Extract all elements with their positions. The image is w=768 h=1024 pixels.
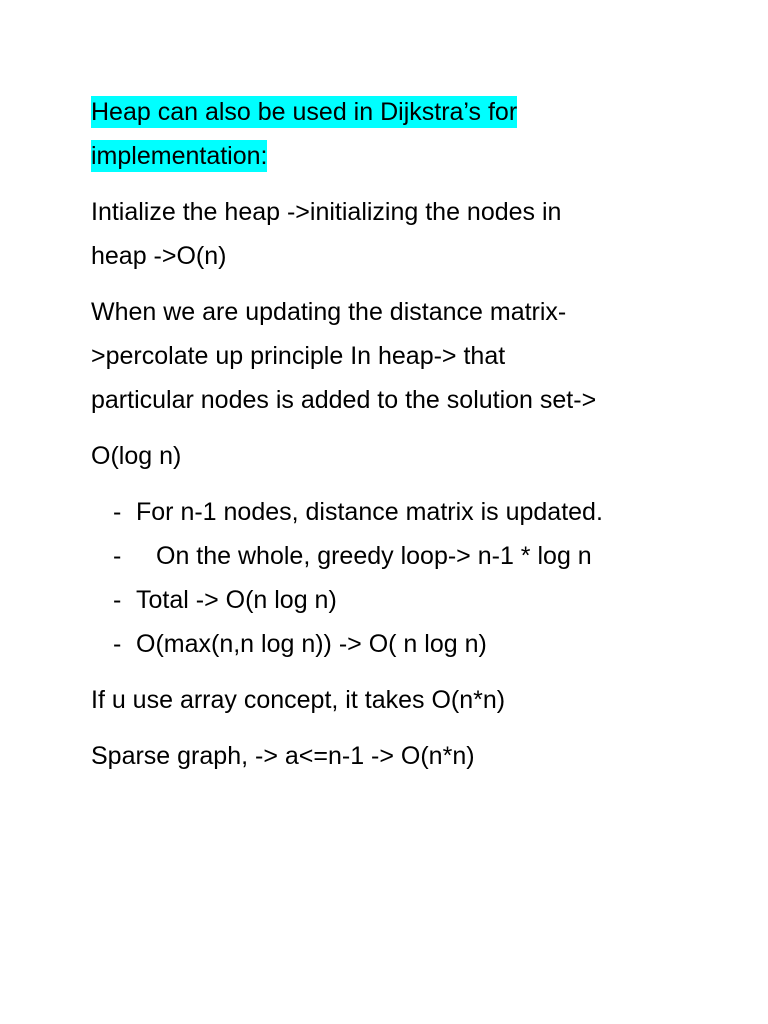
bullet-dash: - — [113, 630, 122, 658]
text-line: Intialize the heap ->initializing the nodes in — [91, 198, 562, 226]
bullet-dash: - — [113, 542, 122, 570]
document-body — [91, 90, 731, 790]
bullet-dash: - — [113, 498, 122, 526]
bullet-text: Total -> O(n log n) — [136, 586, 337, 614]
heading-paragraph — [91, 90, 731, 178]
sparse-graph-paragraph — [91, 734, 731, 778]
text-line: If u use array concept, it takes O(n*n) — [91, 686, 506, 714]
list-item — [91, 534, 731, 578]
text-line: O(log n) — [91, 442, 182, 470]
bullet-text: For n-1 nodes, distance matrix is updated. — [136, 498, 603, 526]
text-line: When we are updating the distance matrix- — [91, 298, 567, 326]
list-item — [91, 622, 731, 666]
list-item — [91, 578, 731, 622]
text-line: Sparse graph, -> a<=n-1 -> O(n*n) — [91, 742, 475, 770]
update-distance-paragraph — [91, 290, 731, 422]
bullet-text: On the whole, greedy loop-> n-1 * log n — [156, 542, 592, 570]
array-concept-paragraph — [91, 678, 731, 722]
text-line: >percolate up principle In heap-> that — [91, 342, 506, 370]
bullet-list — [91, 490, 731, 666]
log-n-paragraph — [91, 434, 731, 478]
heap-init-paragraph — [91, 190, 731, 278]
highlighted-heading-line-2: implementation: — [91, 142, 268, 170]
text-line: particular nodes is added to the solution set-> — [91, 386, 597, 414]
bullet-dash: - — [113, 586, 122, 614]
bullet-text: O(max(n,n log n)) -> O( n log n) — [136, 630, 487, 658]
highlighted-heading-line-1: Heap can also be used in Dijkstra’s for — [91, 98, 518, 126]
list-item — [91, 490, 731, 534]
text-line: heap ->O(n) — [91, 242, 227, 270]
